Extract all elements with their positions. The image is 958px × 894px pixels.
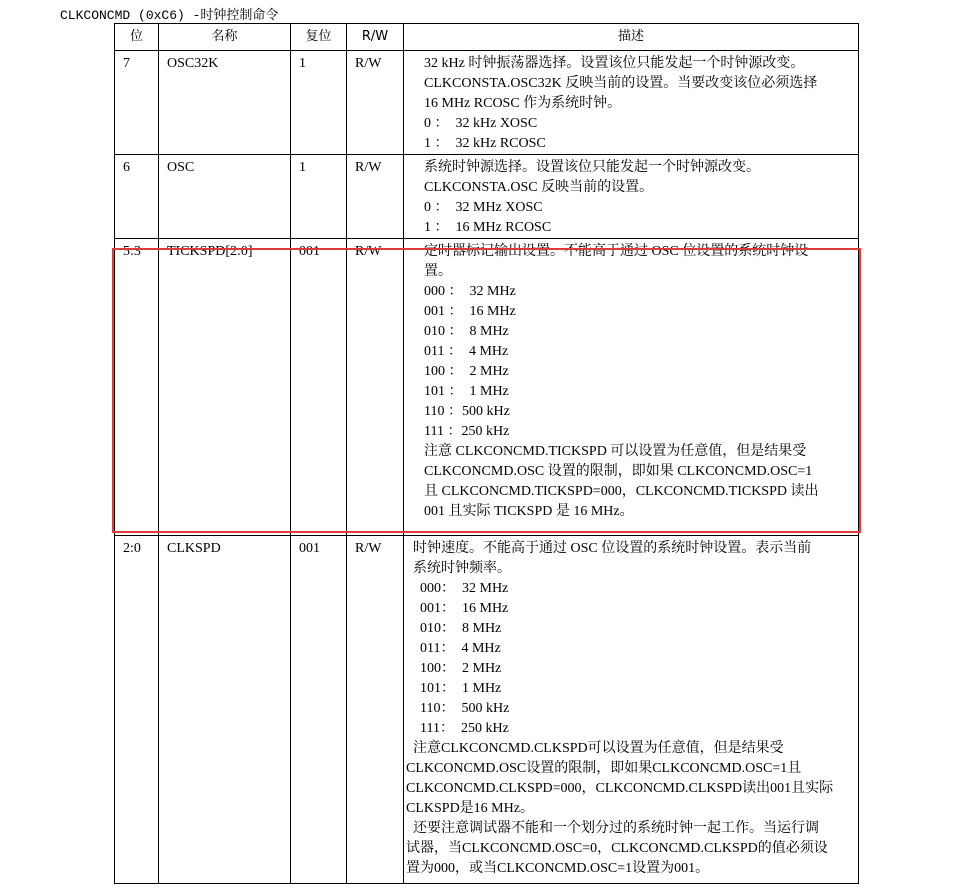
header-rw: R/W [347, 24, 404, 51]
description-line: 0 ： 32 MHz XOSC [424, 200, 543, 215]
description-line: 置。 [424, 264, 452, 279]
description-line: 001： 16 MHz [420, 601, 509, 616]
description-line: CLKCONCMD.OSC设置的限制，即如果CLKCONCMD.OSC=1且 [406, 761, 802, 776]
description-line: 注意 CLKCONCMD.TICKSPD 可以设置为任意值，但是结果受 [424, 444, 807, 459]
table-row [115, 536, 859, 884]
name-cell: OSC [159, 155, 291, 239]
description-line: 101： 1 MHz [420, 681, 502, 696]
rw-cell: R/W [347, 155, 404, 239]
description-line: 001 且实际 TICKSPD 是 16 MHz。 [424, 504, 634, 519]
bit-cell: 7 [115, 51, 159, 155]
table-row [115, 51, 859, 155]
description-line: 置为000，或当CLKCONCMD.OSC=1设置为001。 [406, 861, 710, 876]
bit-cell: 5:3 [115, 239, 159, 536]
description-line: 010 ： 8 MHz [424, 324, 509, 339]
header-reset: 复位 [291, 24, 347, 51]
name-cell: TICKSPD[2:0] [159, 239, 291, 536]
reset-cell: 1 [291, 51, 347, 155]
table-row [115, 155, 859, 239]
bit-cell: 2:0 [115, 536, 159, 884]
description-line: CLKSPD是16 MHz。 [406, 801, 534, 816]
description-line: 010： 8 MHz [420, 621, 502, 636]
description-line: 时钟速度。不能高于通过 OSC 位设置的系统时钟设置。表示当前 [406, 541, 812, 556]
description-line: 011 ： 4 MHz [424, 344, 509, 359]
description-line: 且 CLKCONCMD.TICKSPD=000，CLKCONCMD.TICKSPD 读出 [424, 484, 819, 499]
description-line: 111： 250 kHz [420, 721, 509, 736]
description-line: 101 ： 1 MHz [424, 384, 509, 399]
reset-cell: 1 [291, 155, 347, 239]
description-line: 100 ： 2 MHz [424, 364, 509, 379]
description-line: 1 ： 16 MHz RCOSC [424, 220, 552, 235]
description-line: CLKCONCMD.CLKSPD=000，CLKCONCMD.CLKSPD读出001且实际 [406, 781, 834, 796]
description-line: 试器，当CLKCONCMD.OSC=0，CLKCONCMD.CLKSPD的值必须设 [406, 841, 828, 856]
description-cell [404, 51, 859, 155]
reset-cell: 001 [291, 239, 347, 536]
name-cell: OSC32K [159, 51, 291, 155]
name-cell: CLKSPD [159, 536, 291, 884]
description-line: CLKCONCMD.OSC 设置的限制，即如果 CLKCONCMD.OSC=1 [424, 464, 813, 479]
reset-cell: 001 [291, 536, 347, 884]
rw-cell: R/W [347, 239, 404, 536]
description-line: 系统时钟源选择。设置该位只能发起一个时钟源改变。 [424, 160, 760, 175]
description-line: 32 kHz 时钟振荡器选择。设置该位只能发起一个时钟源改变。 [424, 56, 805, 71]
description-cell [404, 155, 859, 239]
rw-cell: R/W [347, 51, 404, 155]
description-line: CLKCONSTA.OSC32K 反映当前的设置。当要改变该位必须选择 [424, 76, 818, 91]
description-line: 注意CLKCONCMD.CLKSPD可以设置为任意值，但是结果受 [406, 741, 784, 756]
table-header [115, 24, 859, 51]
description-line: 定时器标记输出设置。不能高于通过 OSC 位设置的系统时钟设 [424, 244, 809, 259]
description-cell [404, 536, 859, 884]
description-line: 0 ： 32 kHz XOSC [424, 116, 538, 131]
description-line: 110 ：500 kHz [424, 404, 510, 419]
highlight-box [112, 248, 861, 533]
description-line: 001 ： 16 MHz [424, 304, 516, 319]
bit-cell: 6 [115, 155, 159, 239]
register-title: CLKCONCMD (0xC6) -时钟控制命令 [60, 8, 279, 23]
rw-cell: R/W [347, 536, 404, 884]
description-line: 16 MHz RCOSC 作为系统时钟。 [424, 96, 622, 111]
description-line: 100： 2 MHz [420, 661, 502, 676]
header-name: 名称 [159, 24, 291, 51]
header-bit: 位 [115, 24, 159, 51]
description-line: 110： 500 kHz [420, 701, 510, 716]
description-line: 系统时钟频率。 [406, 561, 511, 576]
description-line: CLKCONSTA.OSC 反映当前的设置。 [424, 180, 654, 195]
description-line: 000： 32 MHz [420, 581, 509, 596]
description-line: 011： 4 MHz [420, 641, 501, 656]
description-line: 1 ： 32 kHz RCOSC [424, 136, 546, 151]
header-description: 描述 [404, 24, 859, 51]
description-line: 111 ：250 kHz [424, 424, 510, 439]
description-line: 还要注意调试器不能和一个划分过的系统时钟一起工作。当运行调 [406, 821, 819, 836]
description-line: 000 ： 32 MHz [424, 284, 516, 299]
